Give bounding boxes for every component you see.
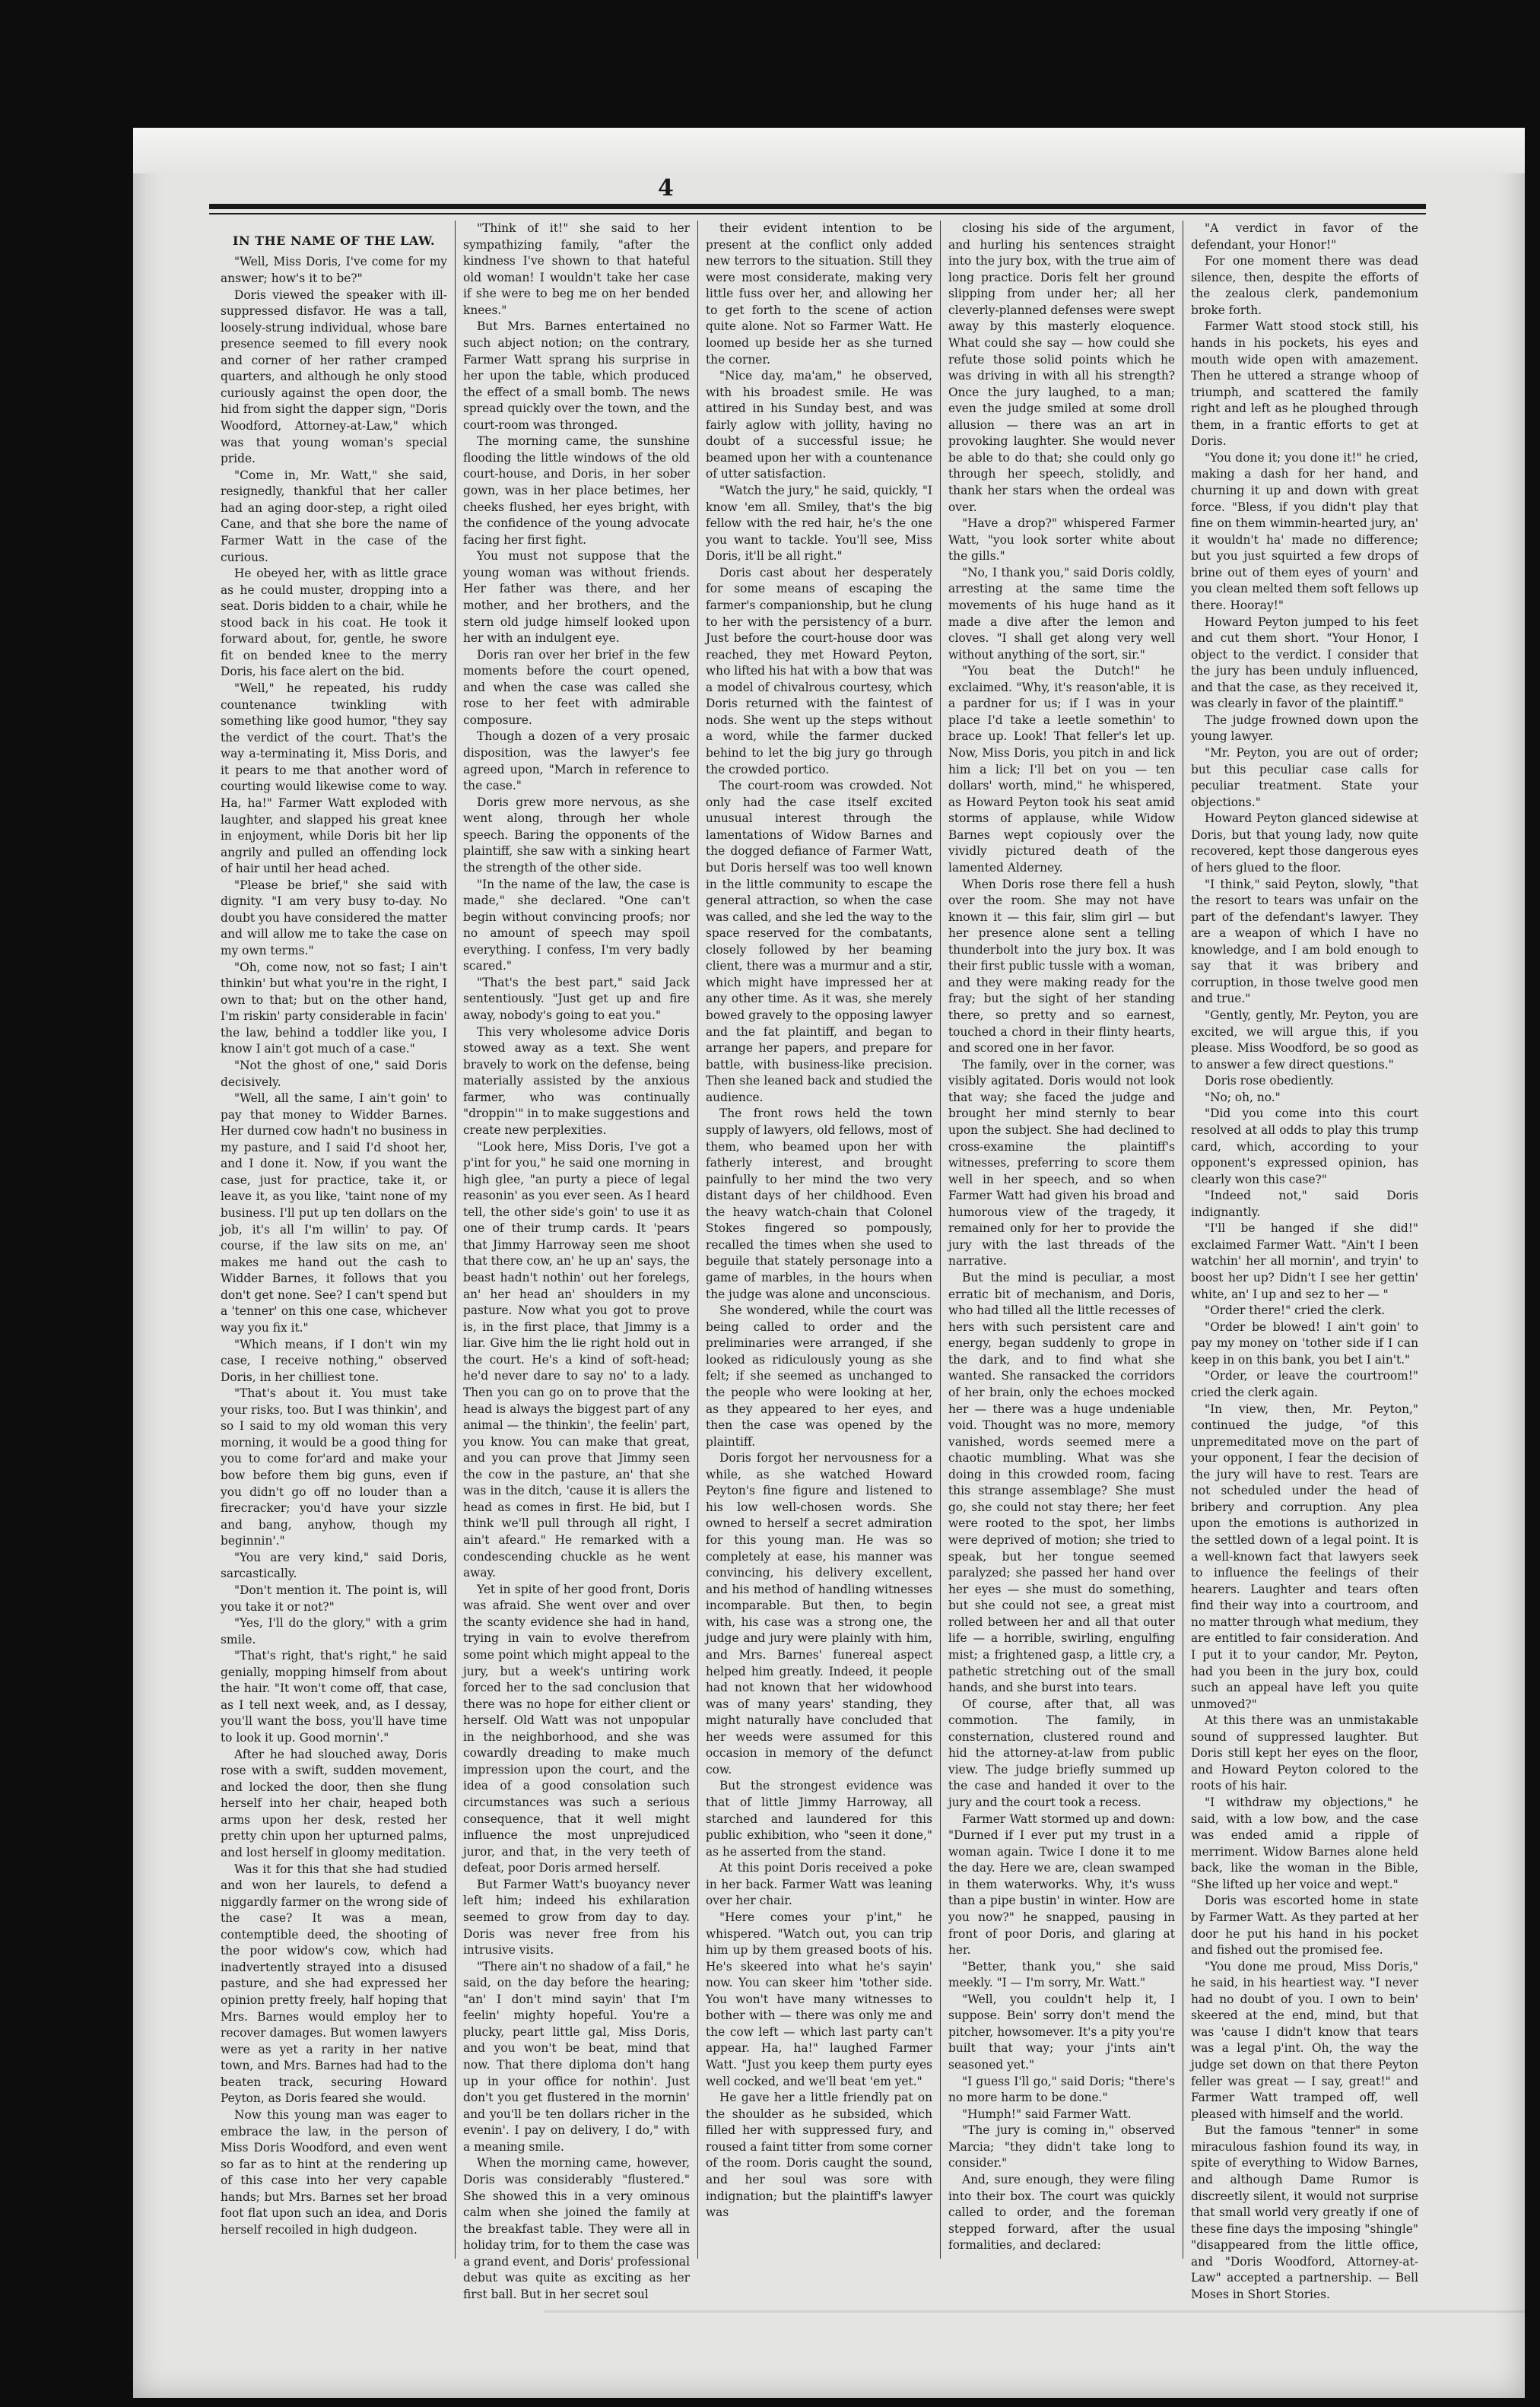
paragraph: But the famous "tenner" in some miraculous fashion found its way, in spite of everything to Widow Barnes, and although Dame Rumor is discreetly silent, it would not surprise that small world very greatly if one of these fine days the imposing "shingle" "disappeared from the little office, and "Doris Woodford, Attorney-at-Law" accepted a partnership. — Bell Moses in Short Stories. (1191, 2123, 1418, 2301)
paragraph: "A verdict in favor of the defendant, your Honor!" (1191, 221, 1418, 252)
paragraph: The court-room was crowded. Not only had the case itself excited unusual interest through the lamentations of Widow Barnes and the dogged defiance of Farmer Watt, but Doris herself was too well known in the little community to escape the general attraction, so when the case was called, and she led the way to the space reserved for the combatants, closely followed by her beaming client, there was a murmur and a stir, which might have impressed her at any other time. As it was, she merely bowed gravely to the opposing lawyer and the fat plaintiff, and began to arrange her papers, and prepare for battle, with business-like precision. Then she leaned back and studied the audience. (706, 779, 932, 1104)
paragraph: Doris was escorted home in state by Farmer Watt. As they parted at her door he put his hand in his pocket and fished out the promised fee. (1191, 1894, 1418, 1958)
paragraph: Yet in spite of her good front, Doris was afraid. She went over and over the scanty evidence she had in hand, trying in vain to evolve therefrom some point which might appeal to the jury, but a week's untiring work forced her to the sad conclusion that there was no hope for either client or herself. Old Watt was not unpopular in the neighborhood, and she was cowardly dreading to make much impression upon the court, and the idea of a good consolation such circumstances was such a serious consequence, that it well might influence the most unprejudiced juror, and that, in the very teeth of defeat, poor Doris armed herself. (463, 1582, 690, 1875)
paragraph: After he had slouched away, Doris rose with a swift, sudden movement, and locked the door, then she flung herself into her chair, heaped both arms upon her desk, rested her pretty chin upon her upturned palms, and lost herself in gloomy meditation. (221, 1747, 447, 1859)
paragraph: This very wholesome advice Doris stowed away as a text. She went bravely to work on the defense, being materially assisted by the anxious farmer, who was continually "droppin'" in to make suggestions and create new perplexities. (463, 1024, 690, 1137)
paragraph: "Oh, come now, not so fast; I ain't thinkin' but what you're in the right, I own to that; but on the other hand, I'm riskin' party considerable in facin' the law, behind a toddler like you, I know I ain't got much of a case." (221, 960, 447, 1056)
paragraph: "Don't mention it. The point is, will you take it or not?" (221, 1583, 447, 1614)
paragraph: But the strongest evidence was that of little Jimmy Harroway, all starched and laundered for this public exhibition, who "seen it done," as he asserted from the stand. (706, 1779, 932, 1859)
paragraph: He gave her a little friendly pat on the shoulder as he subsided, which filled her with suppressed fury, and roused a faint titter from some corner of the room. Doris caught the sound, and her soul was sore with indignation; but the plaintiff's lawyer was (706, 2091, 932, 2220)
column-4 (941, 221, 1183, 2259)
column-1 (213, 221, 456, 2259)
paragraph: "Think of it!" she said to her sympathizing family, "after the kindness I've shown to that hateful old woman! I wouldn't take her case if she were to beg me on her bended knees." (463, 221, 690, 317)
header-rule-thick (209, 204, 1426, 209)
paragraph: their evident intention to be present at the conflict only added new terrors to the situation. Still they were most considerate, making very little fuss over her, and allowing her to get forth to the scene of action quite alone. Not so Farmer Watt. He loomed up beside her as she turned the corner. (706, 221, 932, 367)
paragraph: "Better, thank you," she said meekly. "I — I'm sorry, Mr. Watt." (948, 1959, 1175, 1990)
paragraph: "You done it; you done it!" he cried, making a dash for her hand, and churning it up and down with great force. "Bless, if you didn't play that fine on them wimmin-hearted jury, an' it wouldn't ha' made no difference; but you just squirted a few drops of brine out of them eyes of yourn' and you clean melted them soft fellows up there. Hooray!" (1191, 450, 1418, 612)
paragraph: "I think," said Peyton, slowly, "that the resort to tears was unfair on the part of the defendant's lawyer. They are a weapon of which I have no knowledge, and I am bold enough to say that it was bribery and corruption, in those twelve good men and true." (1191, 877, 1418, 1006)
paragraph: "Well, you couldn't help it, I suppose. Bein' sorry don't mend the pitcher, howsomever. It's a pity you're built that way; your j'ints ain't seasoned yet." (948, 1992, 1175, 2072)
paragraph: Now this young man was eager to embrace the law, in the person of Miss Doris Woodford, and even went so far as to hint at the rendering up of this case into her very capable hands; but Mrs. Barnes set her broad foot flat upon such an idea, and Doris herself recoiled in high dudgeon. (221, 2107, 447, 2237)
paragraph: "Well, all the same, I ain't goin' to pay that money to Widder Barnes. Her durned cow hadn't no business in my pasture, and I said I'd shoot her, and I done it. Now, if you want the case, just for practice, take it, or leave it, as you like, 'taint none of my business. I'll put up ten dollars on the job, it's all I'm willin' to pay. Of course, if the law sits on me, an' makes me hand out the cash to Widder Barnes, it follows that you don't get none. See? I can't spend but a 'tenner' on this one case, whichever way you fix it." (221, 1091, 447, 1335)
paragraph: But Farmer Watt's buoyancy never left him; indeed his exhilaration seemed to grow from day to day. Doris was never free from his intrusive visits. (463, 1877, 690, 1958)
column-body (948, 221, 1175, 2254)
column-2 (456, 221, 698, 2301)
paragraph: "That's about it. You must take your risks, too. But I was thinkin', and so I said to my old woman this very morning, it would be a good thing for you to come for'ard and make your bow before them big guns, even if you didn't go off no louder than a firecracker; you'd have your sizzle and bang, anyhow, though my beginnin'." (221, 1386, 447, 1548)
paragraph: "Order, or leave the courtroom!" cried the clerk again. (1191, 1369, 1418, 1399)
paragraph: "Not the ghost of one," said Doris decisively. (221, 1058, 447, 1089)
paragraph: The judge frowned down upon the young lawyer. (1191, 713, 1418, 744)
paragraph: "Look here, Miss Doris, I've got a p'int for you," he said one morning in high glee, "an purty a piece of legal reasonin' as you ever seen. As I heard tell, the other side's goin' to use it as one of their trump cards. It 'pears that Jimmy Harroway seen me shoot that there cow, an' he up an' says, the beast hadn't nothin' out her forelegs, an' her head an' shoulders in my pasture. Now what you got to prove is, in the first place, that Jimmy is a liar. Give him the lie right hold out in the court. He's a kind of soft-head; he'd never dare to say no' to a lady. Then you can go on to prove that the head is always the biggest part of any animal — the thinkin', the feelin' part, you know. You can make that great, and you can prove that Jimmy seen the cow in the pasture, an' that she was in the ditch, 'cause it is allers the head as comes in first. He bid, but I think we'll pull through all right, I ain't afeard." He remarked with a condescending chuckle as he went away. (463, 1139, 690, 1580)
story-columns (213, 221, 1427, 2301)
paragraph: "Come in, Mr. Watt," she said, resignedly, thankful that her caller had an aging door-step, a right oiled Cane, and that she bore the name of Farmer Watt in the case of the curious. (221, 468, 447, 564)
paragraph: "I withdraw my objections," he said, with a low bow, and the case was ended amid a ripple of merriment. Widow Barnes alone held back, like the woman in the Bible, "She lifted up her voice and wept." (1191, 1796, 1418, 1891)
paragraph: "Well, Miss Doris, I've come for my answer; how's it to be?" (221, 255, 447, 285)
paragraph: "No, I thank you," said Doris coldly, arresting at the same time the movements of his huge hand as it made a dive after the lemon and cloves. "I shall get along very well without anything of the sort, sir." (948, 565, 1175, 662)
paragraph: Doris viewed the speaker with ill-suppressed disfavor. He was a tall, loosely-strung individual, whose bare presence seemed to fill every nook and corner of her rather cramped quarters, and although he only stood curiously against the open door, the hid from sight the dapper sign, "Doris Woodford, Attorney-at-Law," which was that young woman's special pride. (221, 287, 447, 466)
paragraph: You must not suppose that the young woman was without friends. Her father was there, and her mother, and her brothers, and the stern old judge himself looked upon her with an indulgent eye. (463, 549, 690, 646)
column-body (221, 254, 447, 2238)
paper-fold (544, 2310, 1532, 2313)
paragraph: When the morning came, however, Doris was considerably "flustered." She showed this in a very ominous calm when she joined the family at the breakfast table. They were all in holiday trim, for to them the case was a grand event, and Doris' professional debut was quite as exciting as her first ball. But in her secret soul (463, 2156, 690, 2301)
paragraph: "Mr. Peyton, you are out of order; but this peculiar case calls for peculiar treatment. State your objections." (1191, 746, 1418, 809)
paragraph: Farmer Watt stormed up and down: "Durned if I ever put my trust in a woman again. Twice I done it to me the day. Here we are, clean swamped in them waterworks. Why, it's wuss than a pipe bustin' in winter. How are you now?" he snapped, pausing in front of poor Doris, and glaring at her. (948, 1812, 1175, 1958)
paragraph: She wondered, while the court was being called to order and the preliminaries were arranged, if she looked as ridiculously young as she felt; if she seemed as unchanged to the people who were looking at her, as they appeared to her eyes, and then the case was opened by the plaintiff. (706, 1304, 932, 1449)
paragraph: When Doris rose there fell a hush over the room. She may not have known it — this fair, slim girl — but her presence alone sent a telling thunderbolt into the jury box. It was their first public tussle with a woman, and they were making ready for the fray; but the sight of her standing there, so pretty and so earnest, touched a chord in their flinty hearts, and scored one in her favor. (948, 877, 1175, 1056)
paragraph: "Indeed not," said Doris indignantly. (1191, 1189, 1418, 1219)
paragraph: For one moment there was dead silence, then, despite the efforts of the zealous clerk, pandemonium broke forth. (1191, 254, 1418, 317)
page-top-edge (133, 128, 1525, 173)
paragraph: "I'll be hanged if she did!" exclaimed Farmer Watt. "Ain't I been watchin' her all mornin', and tryin' to boost her up? Didn't I see her gettin' white, an' I up and sez to her — " (1191, 1221, 1418, 1301)
paragraph: Doris rose obediently. (1205, 1074, 1334, 1088)
column-body (1191, 221, 1418, 2303)
paragraph: "You done me proud, Miss Doris," he said, in his heartiest way. "I never had no doubt of you. I own to bein' skeered at the end, mind, but that was 'cause I didn't know that tears was a legal p'int. Oh, the way the judge set down on that there Peyton feller was great — I say, great!" and Farmer Watt tramped off, well pleased with himself and the world. (1191, 1959, 1418, 2121)
header-rule-thin (209, 213, 1426, 214)
paragraph: "In the name of the law, the case is made," she declared. "One can't begin without convincing proofs; nor no amount of speech may spoil everything. I confess, I'm very badly scared." (463, 877, 690, 973)
paragraph: "Gently, gently, Mr. Peyton, you are excited, we will argue this, if you please. Miss Woodford, be so good as to answer a few direct questions." (1191, 1008, 1418, 1072)
paragraph: And, sure enough, they were filing into their box. The court was quickly called to order, and the foreman stepped forward, after the usual formalities, and declared: (948, 2172, 1175, 2253)
paragraph: At this there was an unmistakable sound of suppressed laughter. But Doris still kept her eyes on the floor, and Howard Peyton colored to the roots of his hair. (1191, 1713, 1418, 1793)
story-title: IN THE NAME OF THE LAW. (232, 233, 436, 248)
paragraph: The morning came, the sunshine flooding the little windows of the old court-house, and Doris, in her sober gown, was in her place betimes, her cheeks flushed, her eyes bright, with the confidence of the young advocate facing her first fight. (463, 434, 690, 547)
column-body (706, 221, 932, 2221)
paragraph: Doris cast about her desperately for some means of escaping the farmer's companionship, but he clung to her with the persistency of a burr. Just before the court-house door was reached, they met Howard Peyton, who lifted his hat with a bow that was a model of chivalrous courtesy, which Doris returned with the faintest of nods. She went up the steps without a word, while the farmer ducked behind to let the big jury go through the crowded portico. (706, 565, 932, 776)
column-5 (1183, 221, 1426, 2301)
paragraph: The family, over in the corner, was visibly agitated. Doris would not look that way; she faced the judge and brought her mind sternly to bear upon the subject. She had declined to cross-examine the plaintiff's witnesses, preferring to score them well in her speech, and so when Farmer Watt had given his broad and humorous view of the tragedy, it remained only for her to provide the jury with the last threads of the narrative. (948, 1057, 1175, 1269)
paragraph: "You are very kind," said Doris, sarcastically. (221, 1550, 447, 1581)
paragraph: "Nice day, ma'am," he observed, with his broadest smile. He was attired in his Sunday best, and was fairly aglow with jollity, having no doubt of a successful issue; he beamed upon her with a countenance of utter satisfaction. (706, 369, 932, 481)
paragraph: "No; oh, no." (1205, 1090, 1281, 1104)
column-3 (698, 221, 941, 2259)
paragraph: "Yes, I'll do the glory," with a grim smile. (221, 1616, 447, 1646)
paragraph: At this point Doris received a poke in her back. Farmer Watt was leaning over her chair. (706, 1861, 932, 1908)
paragraph: The front rows held the town supply of lawyers, old fellows, most of them, who beamed upon her with fatherly interest, and brought painfully to her mind the two very distant days of her childhood. Even the heavy watch-chain that Colonel Stokes fingered so pompously, recalled the times when she used to beguile that stately personage into a game of marbles, in the hours when the judge was alone and unconscious. (706, 1107, 932, 1301)
paragraph: Farmer Watt stood stock still, his hands in his pockets, his eyes and mouth wide open with amazement. Then he uttered a strange whoop of triumph, and scattered the family right and left as he ploughed through them, in a frantic efforts to get at Doris. (1191, 319, 1418, 449)
paragraph: Doris forgot her nervousness for a while, as she watched Howard Peyton's fine figure and listened to his low well-chosen words. She owned to herself a secret admiration for this young man. He was so completely at ease, his manner was convincing, his delivery excellent, and his method of handling witnesses incomparable. But then, to begin with, his case was a strong one, the judge and jury were plainly with him, and Mrs. Barnes' funereal aspect helped him greatly. Indeed, it people had not known that her widowhood was of many years' standing, they might naturally have concluded that her weeds were assumed for this occasion in memory of the defunct cow. (706, 1451, 932, 1777)
paragraph: "Did you come into this court resolved at all odds to play this trump card, which, according to your opponent's expressed opinion, has clearly won this case?" (1191, 1107, 1418, 1186)
paragraph: "Humph!" said Farmer Watt. (962, 2107, 1132, 2121)
paragraph: Was it for this that she had studied and won her laurels, to defend a niggardly farmer on the wrong side of the case? It was a mean, contemptible deed, the shooting of the poor widow's cow, which had inadvertently strayed into a disused pasture, and she had expressed her opinion pretty freely, half hoping that Mrs. Barnes would employ her to recover damages. But women lawyers were as yet a rarity in her native town, and Mrs. Barnes had had to the beaten track, securing Howard Peyton, as Doris feared she would. (221, 1862, 447, 2106)
paragraph: "The jury is coming in," observed Marcia; "they didn't take long to consider." (948, 2123, 1175, 2170)
paragraph: "You beat the Dutch!" he exclaimed. "Why, it's reason'able, it is a pardner for us; if I was in your place I'd take a leetle somethin' to brace up. Look! That feller's let up. Now, Miss Doris, you pitch in and lick him a lick; I'll bet on you — ten dollars' worth, mind," he whispered, as Howard Peyton took his seat amid storms of applause, while Widow Barnes wept copiously over the vividly pictured death of the lamented Alderney. (948, 664, 1175, 875)
page-number: 4 (658, 175, 674, 202)
paragraph: "Well," he repeated, his ruddy countenance twinkling with something like good humor, "they say the verdict of the court. That's the way a-terminating it, Miss Doris, and it pears to me that another word of courting would likewise come to way. Ha, ha!" Farmer Watt exploded with laughter, and slapped his great knee in enjoyment, while Doris bit her lip angrily and pulled an offending lock of hair until her head ached. (221, 681, 447, 876)
paragraph: Doris grew more nervous, as she went along, through her whole speech. Baring the opponents of the plaintiff, she saw with a sinking heart the strength of the other side. (463, 795, 690, 875)
newspaper-page (133, 128, 1525, 2398)
paragraph: "Here comes your p'int," he whispered. "Watch out, you can trip him up by them greased boots of his. He's skeered into what he's sayin' now. You can skeer him 'tother side. You won't have many witnesses to bother with — there was only me and the cow left — which last party can't appear. Ha, ha!" laughed Farmer Watt. "Just you keep them purty eyes well cocked, and we'll beat 'em yet." (706, 1910, 932, 2088)
paragraph: Howard Peyton jumped to his feet and cut them short. "Your Honor, I object to the verdict. I consider that the jury has been unduly influenced, and that the case, as they received it, was clearly in favor of the plaintiff." (1191, 614, 1418, 711)
paragraph: Howard Peyton glanced sidewise at Doris, but that young lady, now quite recovered, kept those dangerous eyes of hers glued to the floor. (1191, 811, 1418, 875)
paragraph: Of course, after that, all was commotion. The family, in consternation, clustered round and hid the attorney-at-law from public view. The judge briefly summed up the case and handed it over to the jury and the court took a recess. (948, 1697, 1175, 1809)
paragraph: Doris ran over her brief in the few moments before the court opened, and when the case was called she rose to her feet with admirable composure. (463, 647, 690, 727)
paragraph: "Which means, if I don't win my case, I receive nothing," observed Doris, in her chilliest tone. (221, 1337, 447, 1384)
paragraph: But the mind is peculiar, a most erratic bit of mechanism, and Doris, who had tilled all the little recesses of hers with such persistent care and energy, began suddenly to grope in the dark, and to find what she wanted. She ransacked the corridors of her brain, only the echoes mocked her — there was a huge undeniable void. Thought was no more, memory vanished, words seemed mere a chaotic mumbling. What was she doing in this crowded room, facing this strange assemblage? She must go, she could not stay there; her feet were rooted to the spot, her limbs were deprived of motion; she tried to speak, but her tongue seemed paralyzed; she passed her hand over her eyes — she must do something, but she could not see, a great mist rolled between her and all that outer life — a horrible, swirling, engulfing mist; a frightened gasp, a little cry, a pathetic stretching out of the small hands, and she burst into tears. (948, 1271, 1175, 1695)
paragraph: "That's right, that's right," he said genially, mopping himself from about the hair. "It won't come off, that case, as I tell next week, and, as I dessay, you'll want the boss, you'll have time to look it up. Good mornin'." (221, 1649, 447, 1745)
paragraph: "That's the best part," said Jack sententiously. "Just get up and fire away, nobody's going to eat you." (463, 975, 690, 1022)
paragraph: "Order there!" cried the clerk. (1205, 1304, 1386, 1318)
paragraph: closing his side of the argument, and hurling his sentences straight into the jury box, with the true aim of long practice. Doris felt her ground slipping from under her; all her cleverly-planned defenses were swept away by this masterly eloquence. What could she say — how could she refute those solid points which he was driving in with all his strength? Once the jury laughed, to a man; even the judge smiled at some droll allusion — there was an art in provoking laughter. She would never be able to do that; she could only go through her speech, stolidly, and thank her stars when the ordeal was over. (948, 221, 1175, 514)
paragraph: "In view, then, Mr. Peyton," continued the judge, "of this unpremeditated move on the part of your opponent, I fear the decision of the jury will have to rest. Tears are not scheduled under the head of bribery and corruption. Any plea upon the emotions is authorized in the settled down of a legal point. It is a well-known fact that lawyers seek to influence the feelings of their hearers. Laughter and tears often find their way into a courtroom, and no matter through what medium, they are entitled to fair consideration. And I put it to your candor, Mr. Peyton, had you been in the jury box, could such an appeal have left you quite unmoved?" (1191, 1402, 1418, 1711)
column-body (463, 221, 690, 2303)
paragraph: "There ain't no shadow of a fail," he said, on the day before the hearing; "an' I don't mind sayin' that I'm feelin' mighty hopeful. You're a plucky, peart little gal, Miss Doris, and you won't be beat, mind that now. That there diploma don't hang up in your office for nothin'. Just don't you get flustered in the mornin' and you'll be ten dollars richer in the evenin'. I pay on delivery, I do," with a meaning smile. (463, 1959, 690, 2154)
paragraph: "Watch the jury," he said, quickly, "I know 'em all. Smiley, that's the big fellow with the red hair, he's the one you want to tackle. You'll see, Miss Doris, it'll be all right." (706, 484, 932, 564)
paragraph: "Please be brief," she said with dignity. "I am very busy to-day. No doubt you have considered the matter and will allow me to take the case on my own terms." (221, 878, 447, 958)
paragraph: Though a dozen of a very prosaic disposition, was the lawyer's fee agreed upon, "March in reference to the case." (463, 729, 690, 793)
paragraph: "I guess I'll go," said Doris; "there's no more harm to be done." (948, 2074, 1175, 2105)
paragraph: "Order be blowed! I ain't goin' to pay my money on 'tother side if I can keep in on this bank, you bet I ain't." (1191, 1319, 1418, 1367)
paragraph: He obeyed her, with as little grace as he could muster, dropping into a seat. Doris bidden to a chair, while he stood back in his coat. He took it forward about, for, gentle, he swore fit on bended knee to the merry Doris, his face alert on the bid. (221, 567, 447, 679)
paragraph: "Have a drop?" whispered Farmer Watt, "you look sorter white about the gills." (948, 516, 1175, 564)
paragraph: But Mrs. Barnes entertained no such abject notion; on the contrary, Farmer Watt sprang his surprise in her upon the table, which produced the effect of a small bomb. The news spread quickly over the town, and the court-room was thronged. (463, 319, 690, 432)
